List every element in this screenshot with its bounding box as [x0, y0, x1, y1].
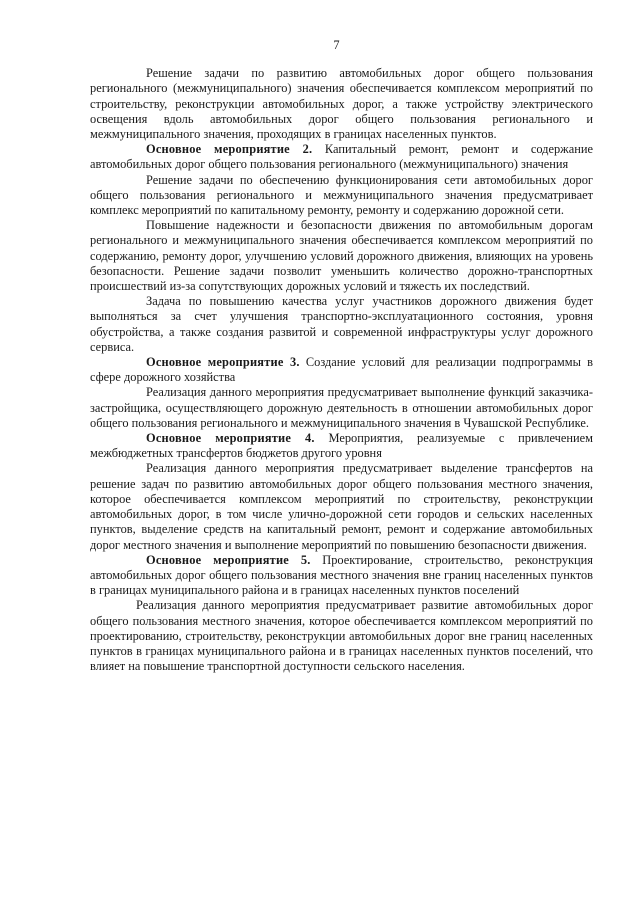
paragraph-11 — [90, 598, 593, 674]
paragraph-9 — [90, 461, 593, 552]
paragraph-6 — [90, 355, 593, 385]
measure-heading: Основное мероприятие 4. — [146, 431, 315, 446]
paragraph-text: Реализация данного мероприятия предусматривает развитие автомобильных дорог общего пользования местного значения, которое обеспечивается комплексом мероприятий по проектированию, строительству, реконструкции автомобильных дорог вне границ населенных пунктов в границах муниципального района и в границах населенных пунктов поселений, что влияет на повышение транспортной доступности сельского населения. — [90, 598, 593, 674]
paragraph-text: Капитальный ремонт, ремонт и содержание автомобильных дорог общего пользования регионального (межмуниципального) значения — [90, 142, 593, 172]
measure-heading: Основное мероприятие 2. — [146, 142, 313, 157]
paragraph-text: Решение задачи по развитию автомобильных дорог общего пользования регионального (межмуниципального) значения обеспечивается комплексом мероприятий по строительству, реконструкции автомобильных дорог, а также устройству электрического освещения вдоль автомобильных дорог общего пользования регионального и межмуниципального значения, проходящих в границах населенных пунктов. — [90, 66, 593, 142]
paragraph-7 — [90, 385, 593, 431]
paragraph-text: Задача по повышению качества услуг участников дорожного движения будет выполняться за счет улучшения транспортно-эксплуатационного состояния, уровня обустройства, а также создания развитой и современной инфраструктуры услуг дорожного сервиса. — [90, 294, 593, 354]
paragraph-10 — [90, 553, 593, 599]
paragraph-8 — [90, 431, 593, 461]
paragraph-text: Проектирование, строительство, реконструкция автомобильных дорог общего пользования местного значения вне границ населенных пунктов в границах муниципального района и в границах населенных пунктов поселений — [90, 552, 593, 598]
paragraph-1 — [90, 66, 593, 142]
paragraph-2 — [90, 142, 593, 172]
paragraph-3 — [90, 173, 593, 219]
measure-heading: Основное мероприятие 5. — [146, 552, 311, 567]
page-number: 7 — [333, 38, 340, 52]
paragraph-text: Мероприятия, реализуемые с привлечением межбюджетных трансфертов бюджетов другого уровня — [90, 431, 593, 461]
paragraph-text: Создание условий для реализации подпрограммы в сфере дорожного хозяйства — [90, 355, 593, 385]
paragraph-5 — [90, 294, 593, 355]
paragraph-text: Реализация данного мероприятия предусматривает выделение трансфертов на решение задач по развитию автомобильных дорог общего пользования местного значения, которое обеспечивается комплексом мероприятий по строительству, реконструкции автомобильных дорог, в том числе улично-дорожной сети городов и сельских населенных пунктов, выделение средств на капитальный ремонт, ремонт и содержание автомобильных дорог местного значения и выполнение мероприятий по повышению безопасности движения. — [90, 461, 593, 552]
paragraph-4 — [90, 218, 593, 294]
paragraph-text: Повышение надежности и безопасности движения по автомобильным дорогам регионального и межмуниципального значения обеспечивается комплексом мероприятий по содержанию, ремонту дорог, улучшению условий дорожного движения, влияющих на уровень безопасности. Решение задачи позволит уменьшить количество дорожно-транспортных происшествий из-за сопутствующих дорожных условий и тяжесть их последствий. — [90, 218, 593, 294]
paragraph-text: Реализация данного мероприятия предусматривает выполнение функций заказчика-застройщика, осуществляющего дорожную деятельность в отношении автомобильных дорог общего пользования регионального и межмуниципального значения в Чувашской Республике. — [90, 385, 593, 430]
measure-heading: Основное мероприятие 3. — [146, 355, 300, 370]
paragraph-text: Решение задачи по обеспечению функционирования сети автомобильных дорог общего пользования регионального и межмуниципального значения предусматривает комплекс мероприятий по капитальному ремонту, ремонту и содержанию дорожной сети. — [90, 172, 593, 218]
